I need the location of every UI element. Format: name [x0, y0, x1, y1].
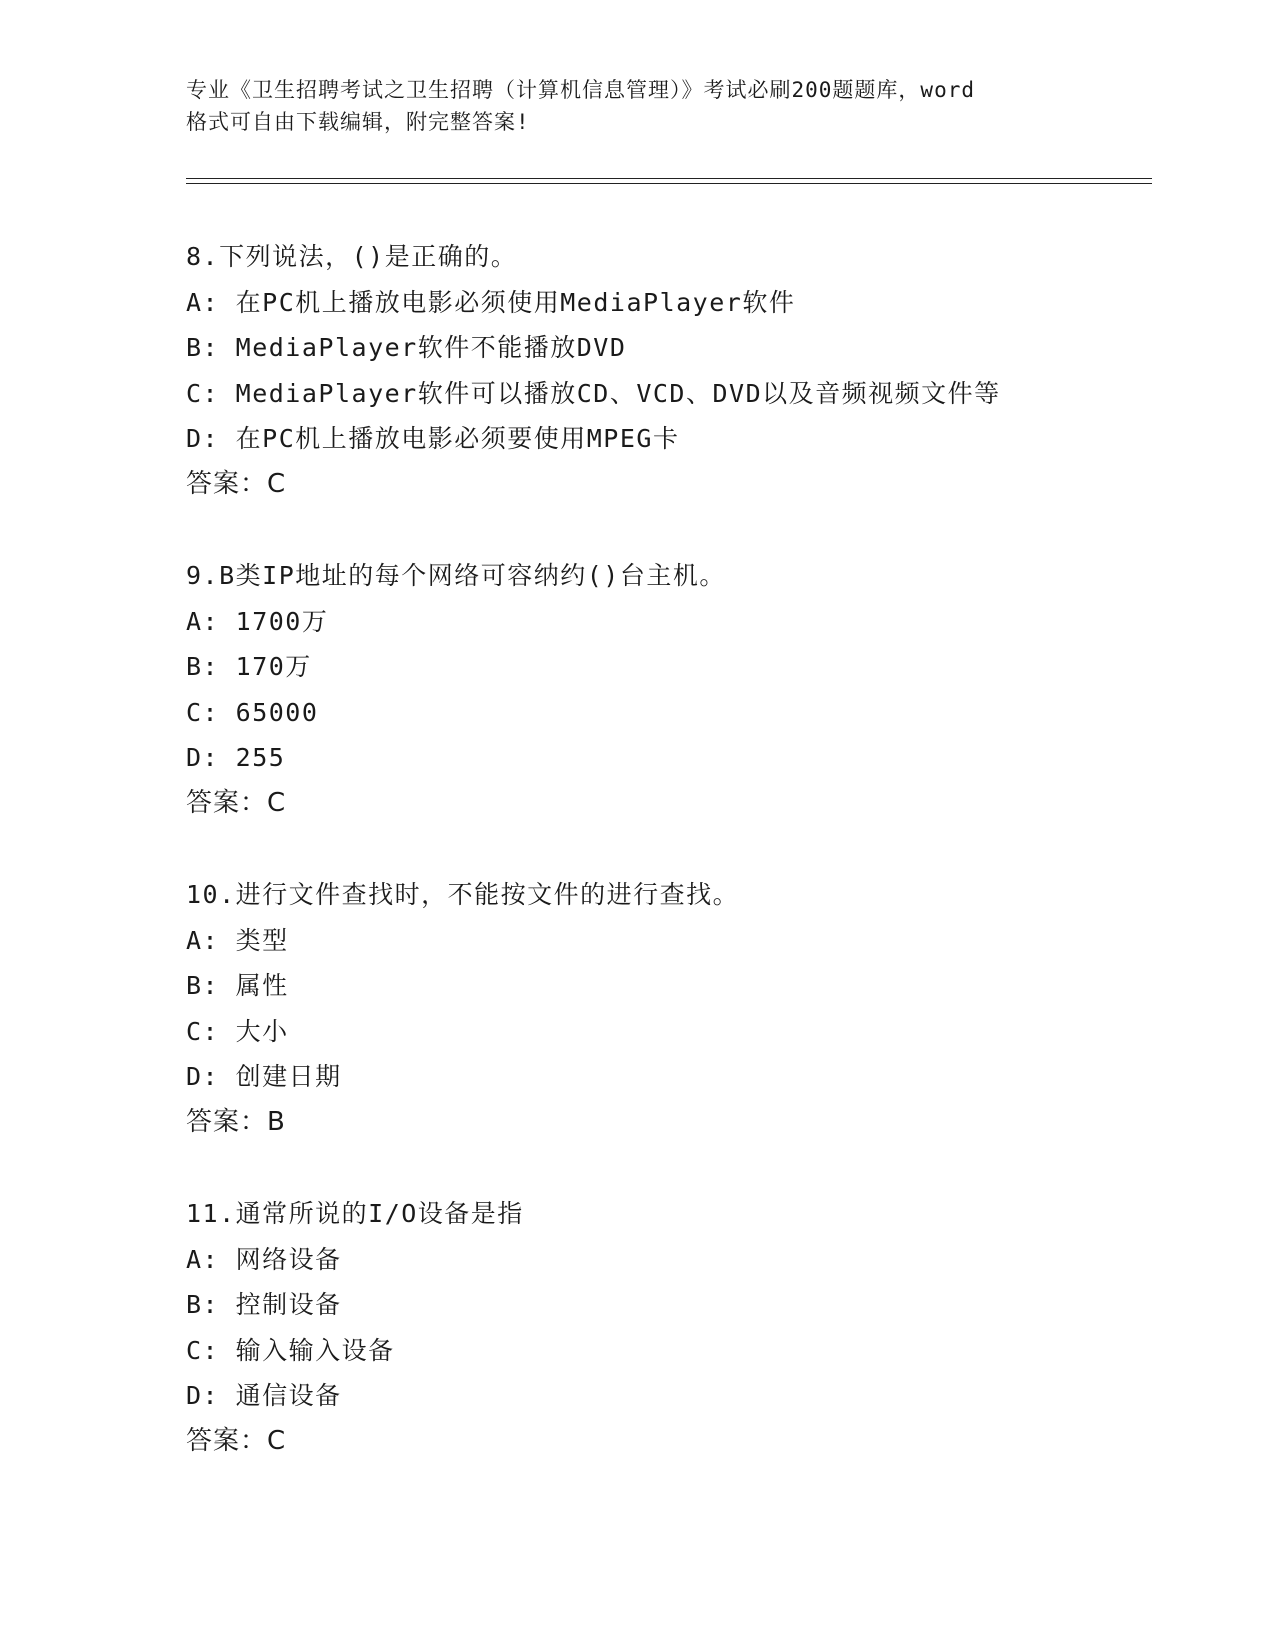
answer-line: 答案：C: [186, 468, 287, 499]
option-a: A: 在PC机上播放电影必须使用MediaPlayer软件: [186, 287, 796, 317]
option-b: B: MediaPlayer软件不能播放DVD: [186, 333, 627, 362]
option-d: D: 创建日期: [186, 1062, 342, 1091]
question-10: [186, 872, 1186, 1145]
option-b: B: 属性: [186, 971, 289, 1000]
option-c: C: MediaPlayer软件可以播放CD、VCD、DVD以及音频视频文件等: [186, 378, 1001, 408]
header-divider-top: [186, 178, 1152, 179]
option-c: C: 输入输入设备: [186, 1335, 395, 1365]
answer-line: 答案：C: [186, 1425, 287, 1456]
option-d: D: 在PC机上播放电影必须要使用MPEG卡: [186, 424, 680, 453]
question-stem: 10.进行文件查找时，不能按文件的进行查找。: [186, 880, 740, 909]
option-a: A: 1700万: [186, 606, 329, 636]
answer-line: 答案：B: [186, 1106, 286, 1137]
question-8: [186, 234, 1186, 507]
option-c: C: 65000: [186, 697, 319, 727]
answer-line: 答案：C: [186, 787, 287, 818]
question-stem: 8.下列说法，()是正确的。: [186, 242, 518, 271]
header-title-line-2: 格式可自由下载编辑，附完整答案!: [186, 110, 530, 134]
option-b: B: 170万: [186, 652, 312, 681]
option-a: A: 类型: [186, 925, 289, 955]
option-d: D: 255: [186, 743, 286, 772]
question-11: [186, 1191, 1186, 1464]
option-d: D: 通信设备: [186, 1381, 342, 1410]
question-stem: 11.通常所说的I/O设备是指: [186, 1199, 524, 1228]
option-c: C: 大小: [186, 1016, 289, 1046]
option-a: A: 网络设备: [186, 1244, 342, 1274]
question-9: [186, 553, 1186, 826]
header-title-line-1: 专业《卫生招聘考试之卫生招聘（计算机信息管理）》考试必刷200题题库，word: [186, 78, 975, 102]
header-divider-bottom: [186, 183, 1152, 184]
question-stem: 9.B类IP地址的每个网络可容纳约()台主机。: [186, 561, 726, 590]
document-header: [186, 74, 1086, 138]
option-b: B: 控制设备: [186, 1290, 342, 1319]
